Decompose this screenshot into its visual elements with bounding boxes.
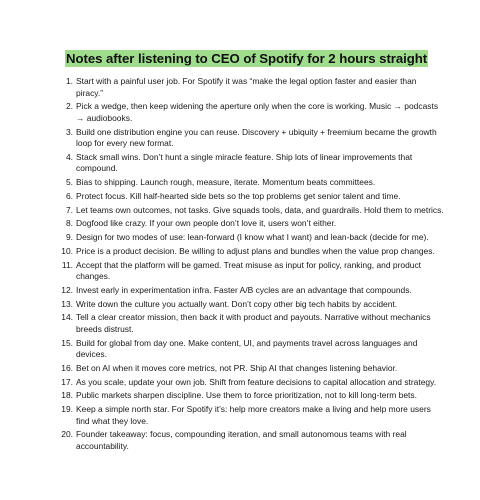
- list-item-text: Stack small wins. Don’t hunt a single miracle feature. Ship lots of linear improvements that compound.: [76, 151, 413, 174]
- list-item-text: Invest early in experimentation infra. Faster A/B cycles are an advantage that compounds.: [76, 284, 412, 295]
- list-item-text: Price is a product decision. Be willing to adjust plans and bundles when the value prop changes.: [76, 245, 435, 256]
- list-item-number: 5.: [65, 177, 73, 188]
- list-item: [56, 232, 444, 244]
- list-item-text: Accept that the platform will be gamed. Treat misuse as input for policy, ranking, and product changes.: [76, 259, 422, 282]
- list-item-text: Bet on AI when it moves core metrics, not PR. Ship AI that changes listening behavior.: [76, 362, 398, 373]
- list-item-number: 17.: [61, 376, 73, 387]
- list-item-text: Tell a clear creator mission, then back it with product and payouts. Narrative without mechanics breeds distrust.: [76, 312, 431, 334]
- list-item-number: 9.: [65, 232, 73, 243]
- list-item: [56, 246, 444, 258]
- list-item-number: 13.: [61, 298, 73, 309]
- list-item-text: Protect focus. Kill half-hearted side bets so the top problems get senior talent and time.: [76, 190, 401, 201]
- title-wrap: [65, 50, 444, 67]
- list-item-number: 7.: [65, 204, 73, 215]
- list-item-number: 2.: [65, 101, 73, 112]
- document-title: Notes after listening to CEO of Spotify for 2 hours straight: [66, 51, 428, 66]
- notes-list: [56, 76, 444, 452]
- list-item: [56, 101, 444, 124]
- list-item-number: 16.: [61, 362, 73, 373]
- list-item-text: Design for two modes of use: lean-forward (I know what I want) and lean-back (decide for me).: [76, 232, 429, 243]
- list-item: [56, 312, 444, 335]
- list-item-text: As you scale, update your own job. Shift from feature decisions to capital allocation and strategy.: [76, 376, 437, 387]
- list-item: [56, 218, 444, 230]
- list-item-text: Public markets sharpen discipline. Use them to force prioritization, not to kill long-term bets.: [76, 390, 417, 401]
- list-item: [56, 260, 444, 283]
- list-item-text: Write down the culture you actually want. Don’t copy other big tech habits by accident.: [76, 298, 398, 309]
- list-item-number: 14.: [61, 312, 73, 323]
- list-item: [56, 127, 444, 150]
- list-item-text: Build one distribution engine you can reuse. Discovery + ubiquity + freemium became the growth loop for every new format.: [76, 126, 437, 149]
- list-item-text: Bias to shipping. Launch rough, measure, iterate. Momentum beats committees.: [76, 177, 376, 188]
- list-item-number: 18.: [61, 390, 73, 401]
- list-item: [56, 363, 444, 375]
- list-item-text: Founder takeaway: focus, compounding iteration, and small autonomous teams with real accountability.: [76, 429, 407, 451]
- list-item: [56, 205, 444, 217]
- list-item-number: 6.: [65, 190, 73, 201]
- list-item-number: 4.: [65, 151, 73, 162]
- list-item: [56, 152, 444, 175]
- list-item: [56, 191, 444, 203]
- list-item-number: 8.: [65, 218, 73, 229]
- list-item-text: Let teams own outcomes, not tasks. Give squads tools, data, and guardrails. Hold them to metrics.: [76, 204, 444, 215]
- list-item-number: 15.: [61, 337, 73, 348]
- list-item-text: Dogfood like crazy. If your own people don’t love it, users won’t either.: [76, 218, 337, 229]
- list-item-text: Build for global from day one. Make content, UI, and payments travel across languages and devices.: [76, 337, 418, 360]
- list-item: [56, 377, 444, 389]
- list-item: [56, 404, 444, 427]
- list-item: [56, 76, 444, 99]
- list-item: [56, 338, 444, 361]
- list-item-number: 12.: [61, 284, 73, 295]
- list-item-number: 1.: [65, 76, 73, 86]
- list-item-text: Start with a painful user job. For Spotify it was “make the legal option faster and easier than piracy.”: [76, 76, 417, 98]
- list-item-number: 10.: [61, 245, 73, 256]
- list-item-text: Pick a wedge, then keep widening the aperture only when the core is working. Music → podcasts → audiobooks.: [76, 101, 439, 123]
- list-item: [56, 390, 444, 402]
- list-item: [56, 285, 444, 297]
- list-item-text: Keep a simple north star. For Spotify it’s: help more creators make a living and help more users find what they love.: [76, 404, 431, 426]
- list-item-number: 20.: [61, 429, 73, 440]
- list-item: [56, 429, 444, 452]
- list-item: [56, 177, 444, 189]
- list-item-number: 11.: [61, 259, 73, 270]
- list-item-number: 3.: [65, 126, 73, 137]
- list-item-number: 19.: [61, 404, 73, 415]
- list-item: [56, 299, 444, 311]
